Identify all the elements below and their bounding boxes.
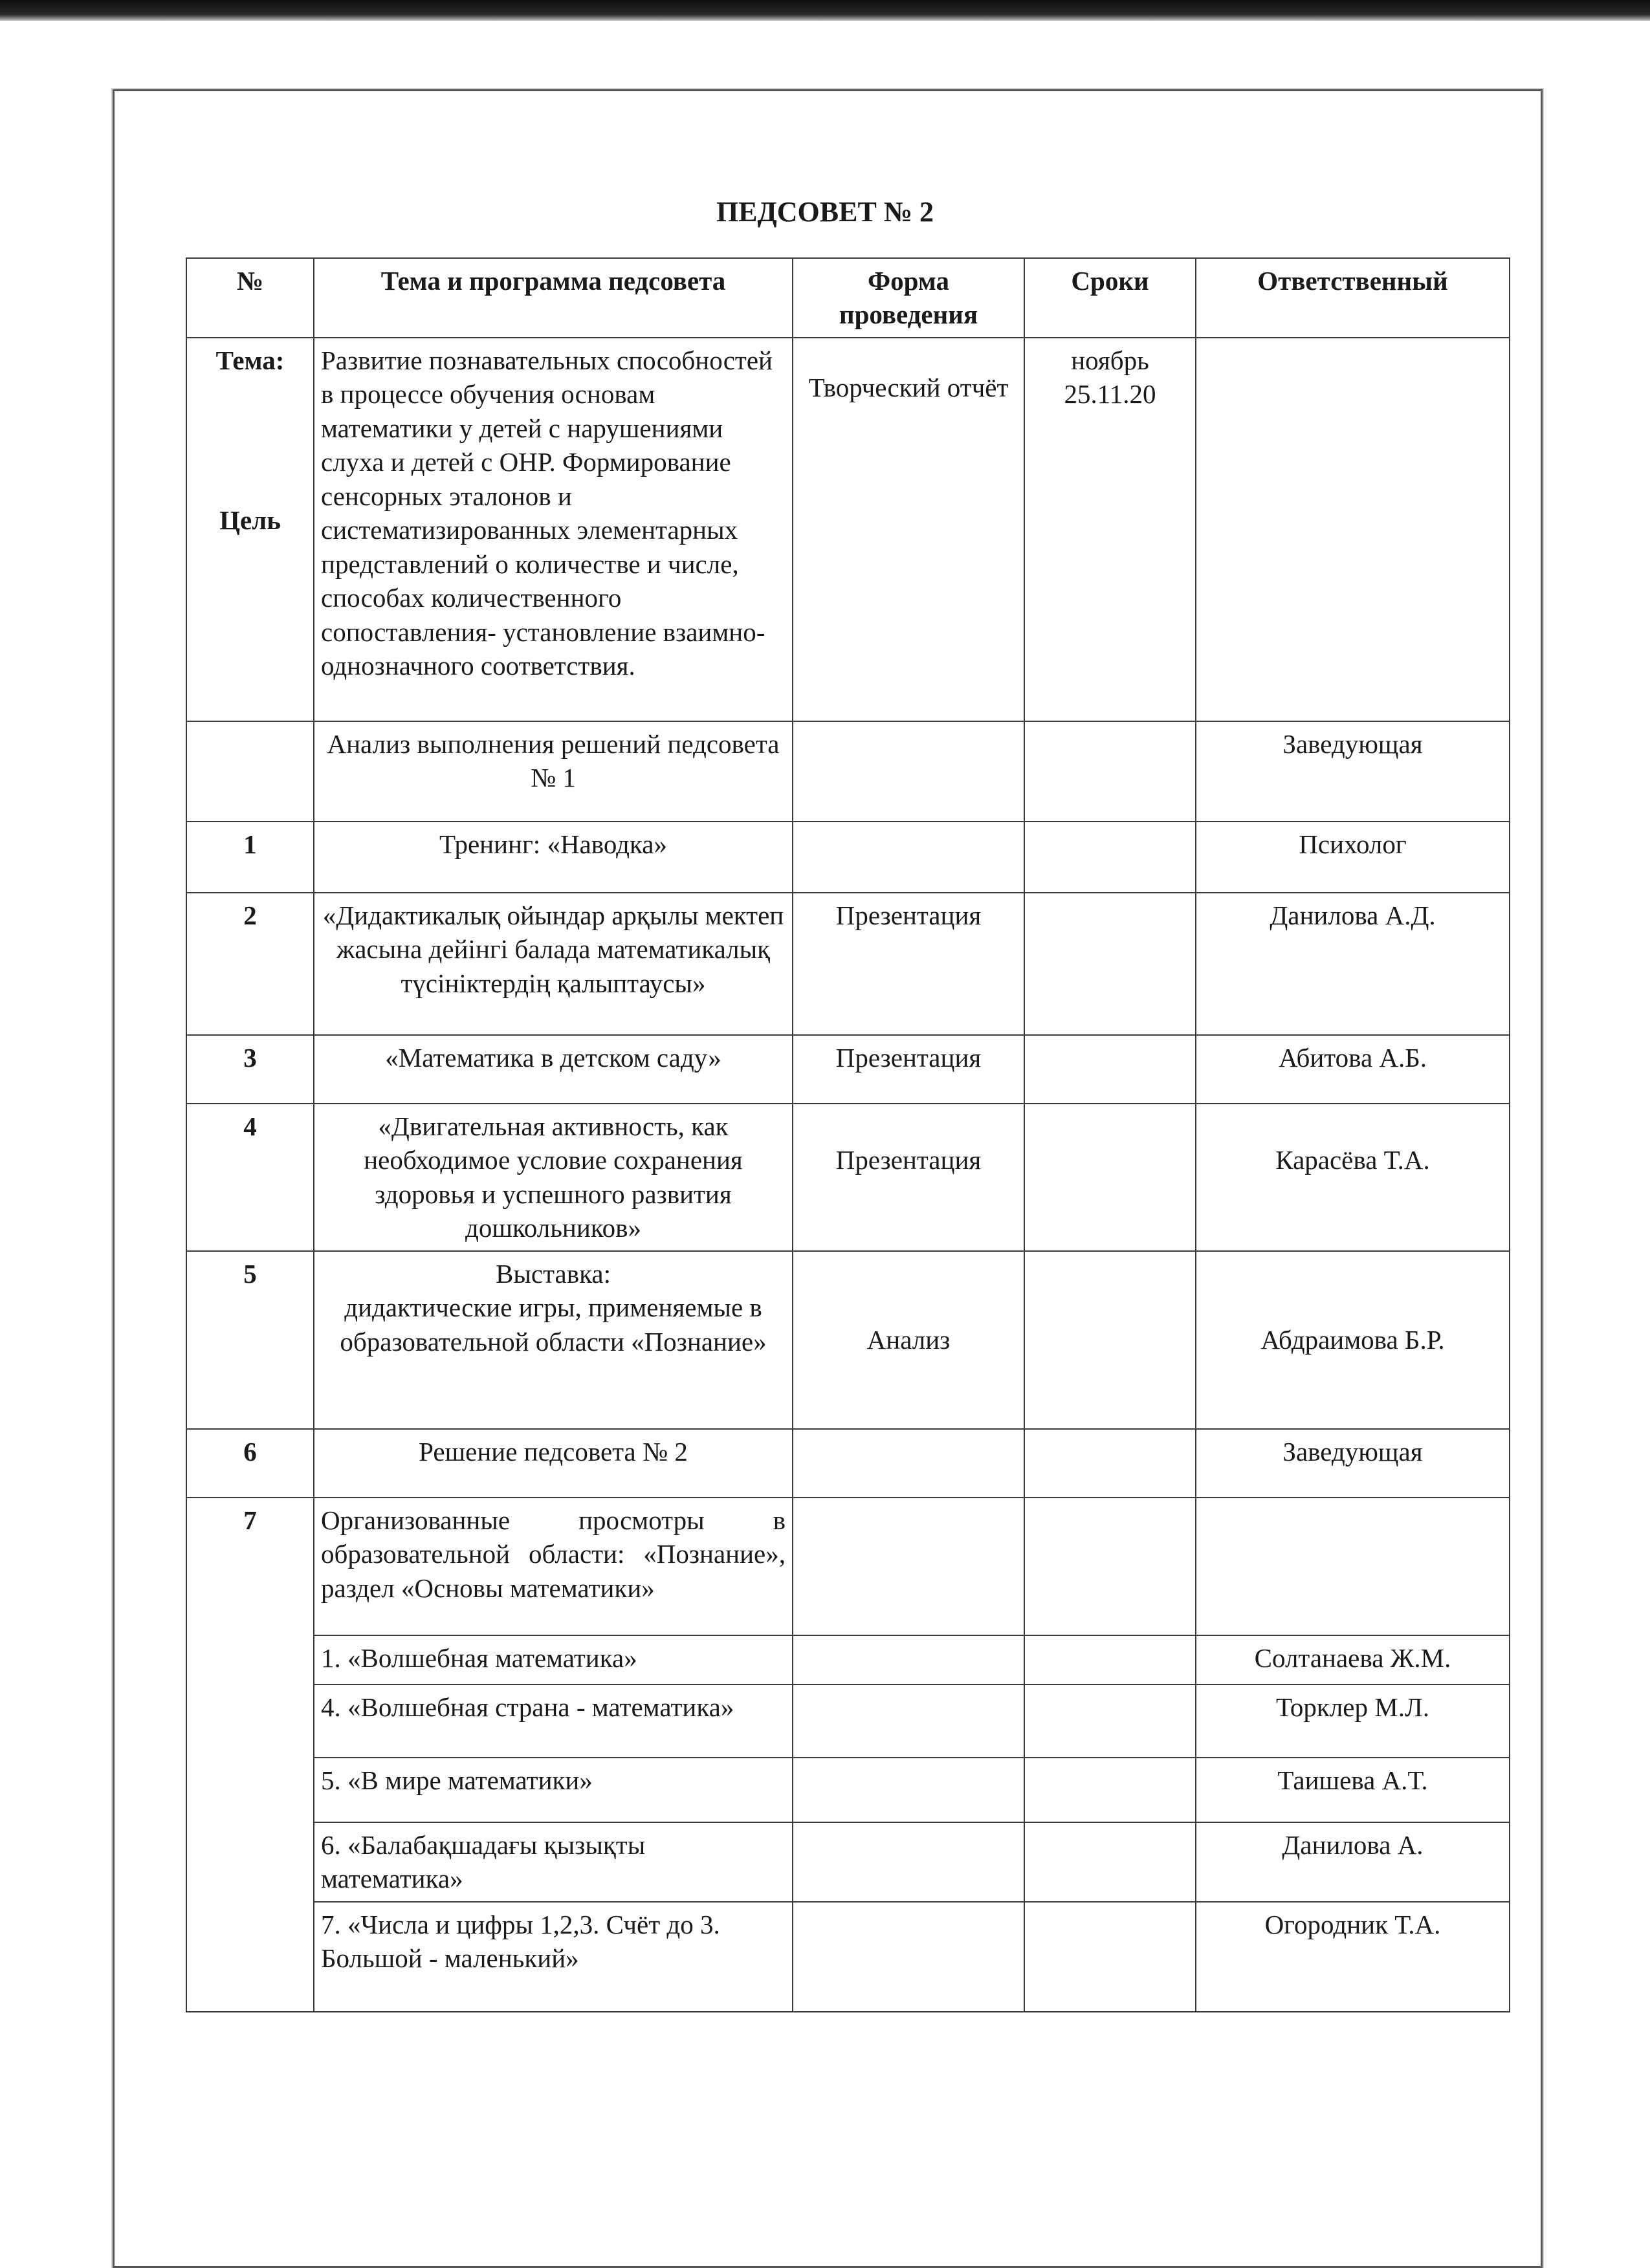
table-row [186, 1822, 1510, 1902]
row-responsible: Таишева А.Т. [1196, 1758, 1510, 1822]
row-number: 4 [186, 1104, 314, 1251]
table-row [186, 822, 1510, 893]
row-topic-heading: Выставка: [496, 1258, 611, 1289]
row-responsible: Психолог [1196, 822, 1510, 893]
row-dates [1024, 1498, 1196, 1635]
row-dates [1024, 1758, 1196, 1822]
table-row [186, 1104, 1510, 1251]
row-dates [1024, 1685, 1196, 1758]
row-form [793, 1635, 1024, 1685]
theme-text: Развитие познавательных способностей в процессе обучения основам математики у детей с нарушениями слуха и детей с ОНР. Формирование сенсорных эталонов и систематизированных элементарных представлений о количестве и числе, способах количественного сопоставления- установление взаимно- однозначного соответствия. [314, 338, 793, 721]
row-topic: 7. «Числа и цифры 1,2,3. Счёт до 3. Большой - маленький» [314, 1902, 793, 2012]
row-responsible: Заведующая [1196, 1429, 1510, 1498]
table-row [186, 1685, 1510, 1758]
table-row [186, 1429, 1510, 1498]
row-topic: 1. «Волшебная математика» [314, 1635, 793, 1685]
theme-dates-month: ноябрь [1071, 345, 1149, 375]
section7-intro-row [186, 1498, 1510, 1635]
row-number: 1 [186, 822, 314, 893]
row-number: 6 [186, 1429, 314, 1498]
header-number: № [186, 258, 314, 338]
header-dates: Сроки [1024, 258, 1196, 338]
section7-intro: Организованные просмотры в образовательной области: «Познание», раздел «Основы математики» [314, 1498, 793, 1635]
table-header-row [186, 258, 1510, 338]
row-dates [1024, 721, 1196, 822]
row-dates [1024, 893, 1196, 1035]
row-responsible: Торклер М.Л. [1196, 1685, 1510, 1758]
row-responsible: Данилова А. [1196, 1822, 1510, 1902]
pedsovet-table [186, 257, 1510, 2012]
row-dates [1024, 1822, 1196, 1902]
row-number: 7 [186, 1498, 314, 2012]
table-row [186, 1635, 1510, 1685]
row-form [793, 822, 1024, 893]
theme-responsible [1196, 338, 1510, 721]
table-row [186, 1902, 1510, 2012]
row-topic: Решение педсовета № 2 [314, 1429, 793, 1498]
row-topic: дидактические игры, применяемые в образовательной области «Познание» [340, 1292, 767, 1357]
row-responsible: Солтанаева Ж.М. [1196, 1635, 1510, 1685]
row-topic: Тренинг: «Наводка» [314, 822, 793, 893]
row-responsible: Абитова А.Б. [1196, 1035, 1510, 1104]
row-topic: «Математика в детском саду» [314, 1035, 793, 1104]
row-topic: «Двигательная активность, как необходимое условие сохранения здоровья и успешного развития дошкольников» [314, 1104, 793, 1251]
header-responsible: Ответственный [1196, 258, 1510, 338]
row-topic: 6. «Балабақшадағы қызықты математика» [314, 1822, 793, 1902]
row-responsible: Заведующая [1196, 721, 1510, 822]
row-form [793, 1902, 1024, 2012]
row-form: Анализ [793, 1251, 1024, 1429]
table-row [186, 893, 1510, 1035]
row-topic: 5. «В мире математики» [314, 1758, 793, 1822]
row-dates [1024, 1035, 1196, 1104]
theme-dates-day: 25.11.20 [1064, 379, 1156, 409]
document-title: ПЕДСОВЕТ № 2 [716, 196, 934, 228]
row-number: 2 [186, 893, 314, 1035]
row-topic: Анализ выполнения решений педсовета № 1 [314, 721, 793, 822]
table-row [186, 1035, 1510, 1104]
row-topic: «Дидактикалық ойындар арқылы мектеп жасына дейінгі балада математикалық түсініктердің қалыптаусы» [314, 893, 793, 1035]
row-form [793, 1822, 1024, 1902]
scan-top-edge [0, 0, 1650, 21]
row-dates [1024, 1104, 1196, 1251]
header-topic: Тема и программа педсовета [314, 258, 793, 338]
row-form [793, 1429, 1024, 1498]
row-form: Презентация [793, 1035, 1024, 1104]
row-form: Презентация [793, 1104, 1024, 1251]
theme-label-cell [186, 338, 314, 721]
row-dates [1024, 1635, 1196, 1685]
goal-label: Цель [219, 505, 281, 536]
header-form: Форма проведения [793, 258, 1024, 338]
row-number: 5 [186, 1251, 314, 1429]
row-number [186, 721, 314, 822]
row-responsible: Карасёва Т.А. [1196, 1104, 1510, 1251]
row-dates [1024, 1429, 1196, 1498]
row-responsible [1196, 1498, 1510, 1635]
row-topic: 4. «Волшебная страна - математика» [314, 1685, 793, 1758]
row-form [793, 721, 1024, 822]
row-form: Презентация [793, 893, 1024, 1035]
row-form [793, 1498, 1024, 1635]
row-responsible: Огородник Т.А. [1196, 1902, 1510, 2012]
row-form [793, 1685, 1024, 1758]
row-dates [1024, 822, 1196, 893]
row-number: 3 [186, 1035, 314, 1104]
table-row [186, 721, 1510, 822]
table-row [186, 1251, 1510, 1429]
row-responsible: Абдраимова Б.Р. [1196, 1251, 1510, 1429]
row-dates [1024, 1251, 1196, 1429]
row-responsible: Данилова А.Д. [1196, 893, 1510, 1035]
table-row [186, 1758, 1510, 1822]
row-form [793, 1758, 1024, 1822]
row-dates [1024, 1902, 1196, 2012]
theme-form: Творческий отчёт [793, 338, 1024, 721]
theme-dates-cell [1024, 338, 1196, 721]
row-topic-cell [314, 1251, 793, 1429]
theme-row [186, 338, 1510, 721]
theme-label: Тема: [215, 345, 285, 375]
